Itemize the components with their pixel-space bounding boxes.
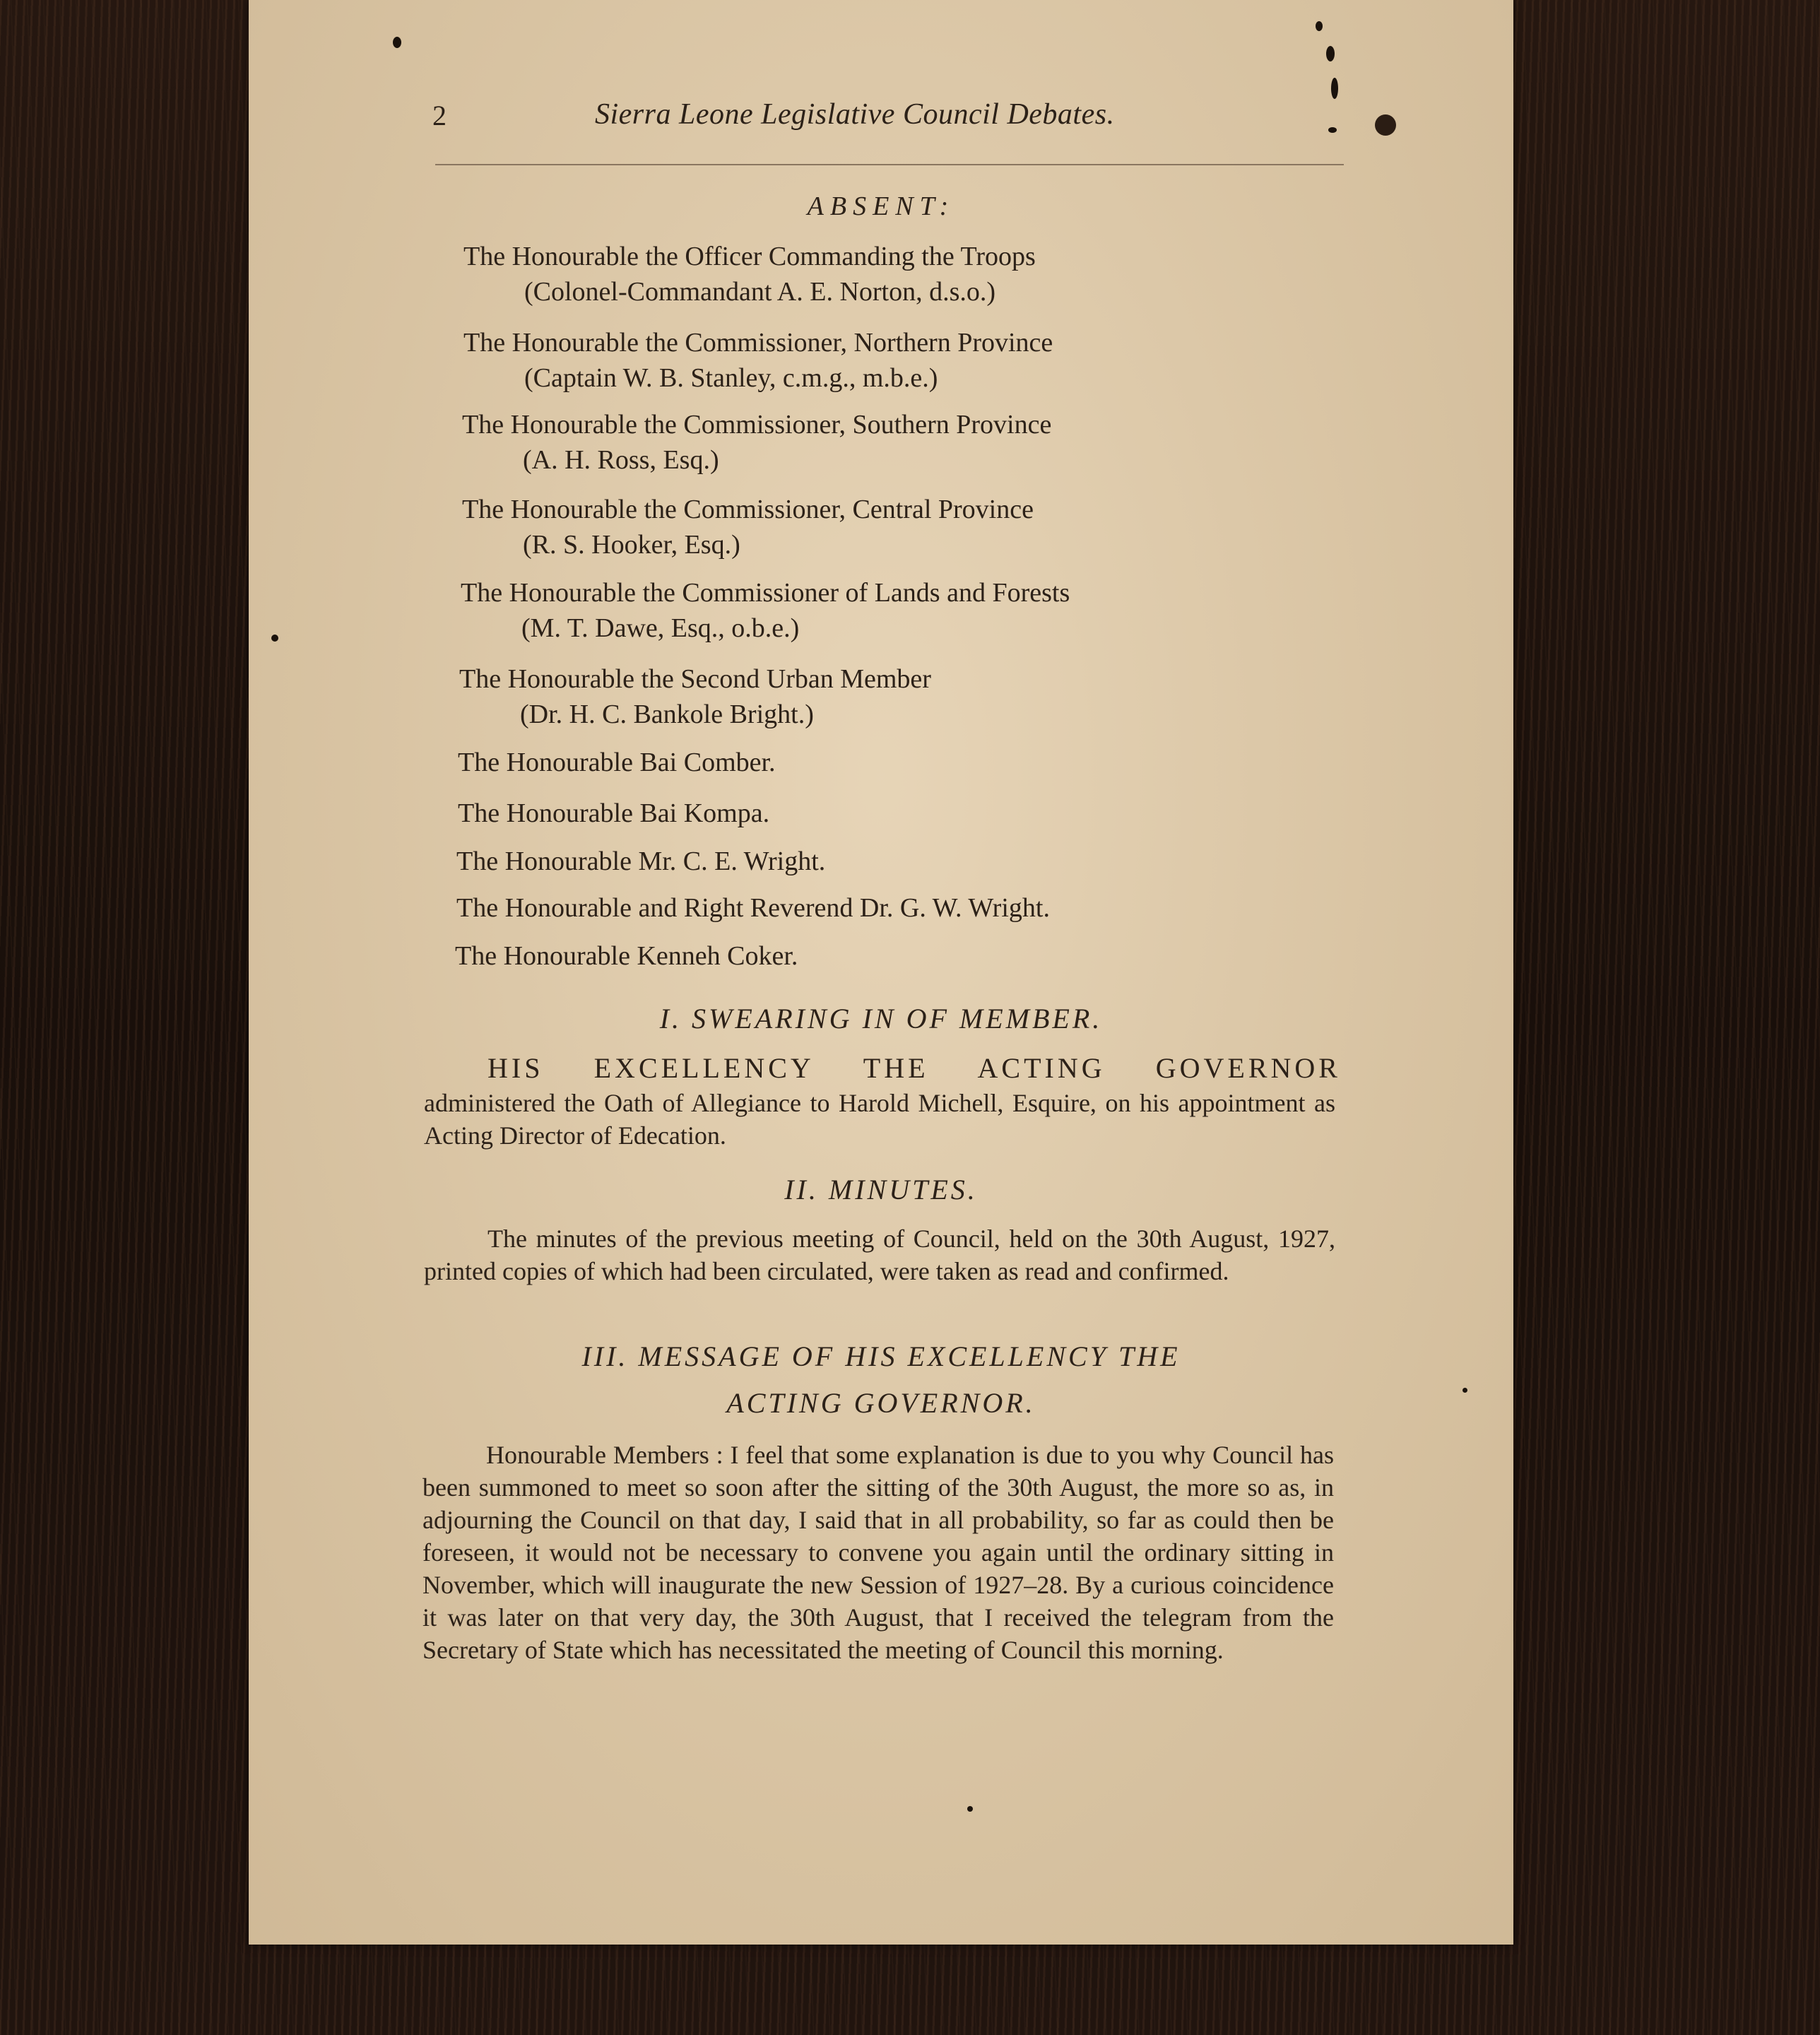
ink-spot (967, 1806, 973, 1812)
section-heading-swearing-in: I. SWEARING IN OF MEMBER. (659, 1003, 1103, 1034)
ink-spot (1331, 78, 1338, 99)
entry-name: (Captain W. B. Stanley, c.m.g., m.b.e.) (524, 363, 938, 393)
entry-name: (Colonel-Commandant A. E. Norton, d.s.o.) (524, 277, 996, 307)
entry-name: (M. T. Dawe, Esq., o.b.e.) (521, 613, 800, 643)
entry-name: (R. S. Hooker, Esq.) (523, 530, 740, 560)
ink-spot (271, 635, 278, 642)
ink-spot (1328, 127, 1337, 133)
ink-spot (1326, 46, 1335, 61)
ink-spot (393, 37, 401, 48)
absent-entry: The Honourable and Right Reverend Dr. G. W. Wright. (456, 893, 1050, 923)
page-number: 2 (432, 100, 447, 131)
entry-title: The Honourable the Second Urban Member (459, 664, 931, 694)
ink-spot (1316, 21, 1323, 31)
absent-entry: The Honourable Bai Kompa. (458, 798, 770, 828)
entry-name: (Dr. H. C. Bankole Bright.) (520, 700, 814, 729)
absent-entry (462, 492, 1034, 562)
section-body: administered the Oath of Allegiance to Harold Michell, Esquire, on his appointment as Acting Director of Edecation. (424, 1089, 1335, 1150)
document-page (249, 0, 1513, 1945)
absent-entry: The Honourable Kenneh Coker. (455, 941, 798, 971)
absent-entry: The Honourable Bai Comber. (458, 748, 776, 777)
running-title: Sierra Leone Legislative Council Debates. (595, 98, 1115, 131)
entry-title: The Honourable the Officer Commanding the Troops (463, 242, 1036, 271)
entry-title: The Honourable the Commissioner, Southern Province (462, 410, 1052, 440)
absent-entry (462, 407, 1051, 478)
entry-title: The Honourable the Commissioner, Central Province (462, 495, 1034, 524)
absent-heading: ABSENT: (807, 191, 955, 221)
section-heading-message-line2: ACTING GOVERNOR. (726, 1387, 1036, 1419)
absent-entry (463, 239, 1036, 309)
paper-hole (1375, 114, 1396, 136)
absent-entry (461, 575, 1070, 646)
section-heading-minutes: II. MINUTES. (784, 1174, 978, 1205)
ink-spot (1462, 1388, 1467, 1393)
section-heading-message: III. MESSAGE OF HIS EXCELLENCY THE (581, 1340, 1181, 1372)
entry-title: The Honourable the Commissioner, Northern Province (463, 328, 1053, 358)
entry-title: The Honourable the Commissioner of Lands and Forests (461, 578, 1070, 608)
section-body: Honourable Members : I feel that some explanation is due to you why Council has been summoned to meet so soon after the sitting of the 30th August, the more so as, in adjourning the Council on that day, I said that in all probability, so far as could then be foreseen, it would not be necessary to convene you again until the ordinary sitting in November, which will inaugurate the new Session of 1927–28. By a curious coincidence it was later on that very day, the 30th August, that I received the telegram from the Secretary of State which has necessitated the meeting of Council this morning. (422, 1441, 1334, 1664)
section-body: The minutes of the previous meeting of Council, held on the 30th August, 1927, printed copies of which had been circulated, were taken as read and confirmed. (424, 1225, 1335, 1285)
entry-name: (A. H. Ross, Esq.) (523, 445, 719, 475)
absent-entry (463, 325, 1053, 396)
section-lead: HIS EXCELLENCY THE ACTING GOVERNOR (488, 1052, 1341, 1084)
absent-entry: The Honourable Mr. C. E. Wright. (456, 847, 826, 876)
absent-entry (459, 661, 931, 732)
header-rule (435, 164, 1344, 165)
